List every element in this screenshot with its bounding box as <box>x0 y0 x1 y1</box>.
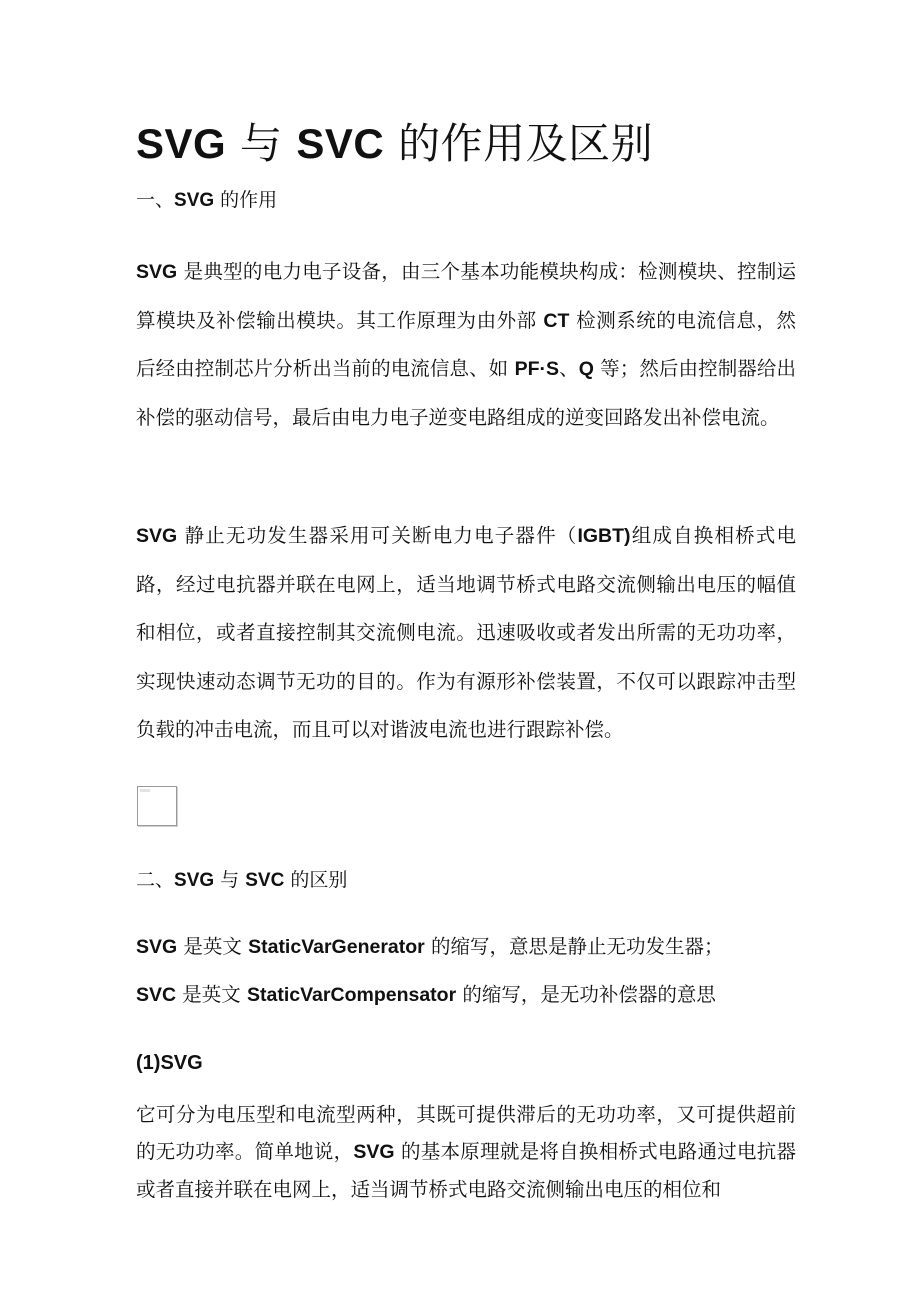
para1-bold-4: Q <box>578 358 594 380</box>
section-1-bold: SVG <box>174 190 215 211</box>
para2-text-2: 组成自换相桥式电路，经过电抗器并联在电网上，适当地调节桥式电路交流侧输出电压的幅值和相位，或者直接控制其交流侧电流。迅速吸收或者发出所需的无功功率，实现快速动态调节无功的目的。作为有源形补偿装置，不仅可以跟踪冲击型负载的冲击电流，而且可以对谐波电流也进行跟踪补偿。 <box>136 524 796 741</box>
para3-text-2: 的基本原理就是将自换相桥式电路通过电抗器或者直接并联在电网上，适当调节桥式电路交流侧输出电压的相位和 <box>136 1140 796 1201</box>
para1-text-3: 、 <box>559 357 579 380</box>
subsection-heading-svg: (1)SVG <box>136 1052 203 1074</box>
para2-bold-1: SVG <box>136 525 178 547</box>
para1-bold-1: SVG <box>136 261 178 283</box>
section-1-prefix: 一、 <box>136 189 175 211</box>
para1-text-4: 等；然后由控制器给出补偿的驱动信号，最后由电力电子逆变电路组成的逆变回路发出补偿电流。 <box>136 357 796 429</box>
para3-bold-1: SVG <box>353 1141 395 1163</box>
def1-bold-1: SVG <box>136 936 178 958</box>
section-2-bold-b: SVC <box>245 870 285 891</box>
definition-svc <box>136 980 716 1010</box>
title-svc: SVC <box>296 120 385 167</box>
section-heading-1 <box>136 186 277 215</box>
para1-bold-2: CT <box>543 309 570 332</box>
def2-text-2: 的缩写，是无功补偿器的意思 <box>456 983 716 1006</box>
def1-text-1: 是英文 <box>177 935 249 958</box>
title-svg: SVG <box>136 120 227 167</box>
def2-bold-1: SVC <box>136 984 177 1006</box>
para2-bold-2: IGBT) <box>577 525 631 547</box>
para3-text-1: 它可分为电压型和电流型两种，其既可提供滞后的无功功率，又可提供超前的无功功率。简单地说， <box>136 1103 796 1163</box>
def1-bold-2: StaticVarGenerator <box>248 936 425 958</box>
paragraph-svg-principle <box>136 248 796 442</box>
image-placeholder-mark <box>140 789 150 792</box>
def2-text-1: 是英文 <box>176 983 248 1006</box>
section-heading-2 <box>136 866 347 895</box>
broken-image-icon <box>137 786 177 826</box>
section-2-mid: 与 <box>214 869 246 891</box>
section-1-suffix: 的作用 <box>214 189 278 211</box>
para1-bold-3: PF·S <box>514 358 559 380</box>
def2-bold-2: StaticVarCompensator <box>247 984 457 1006</box>
para1-text-1: 是典型的电力电子设备，由三个基本功能模块构成：检测模块、控制运算模块及补偿输出模块。其工作原理为由外部 <box>136 260 796 332</box>
para1-text-2: 检测系统的电流信息，然后经由控制芯片分析出当前的电流信息、如 <box>136 308 796 380</box>
paragraph-svg-types <box>136 1096 796 1208</box>
paragraph-svg-structure <box>136 512 796 755</box>
def1-text-2: 的缩写，意思是静止无功发生器； <box>424 935 724 958</box>
section-2-prefix: 二、 <box>136 869 175 891</box>
definition-svg <box>136 932 723 962</box>
section-2-bold-a: SVG <box>174 870 215 891</box>
para2-text-1: 静止无功发生器采用可关断电力电子器件（ <box>177 524 578 547</box>
page-title <box>136 112 653 176</box>
section-2-suffix: 的区别 <box>284 869 348 891</box>
title-rest: 的作用及区别 <box>384 119 654 168</box>
title-and: 与 <box>226 119 297 168</box>
